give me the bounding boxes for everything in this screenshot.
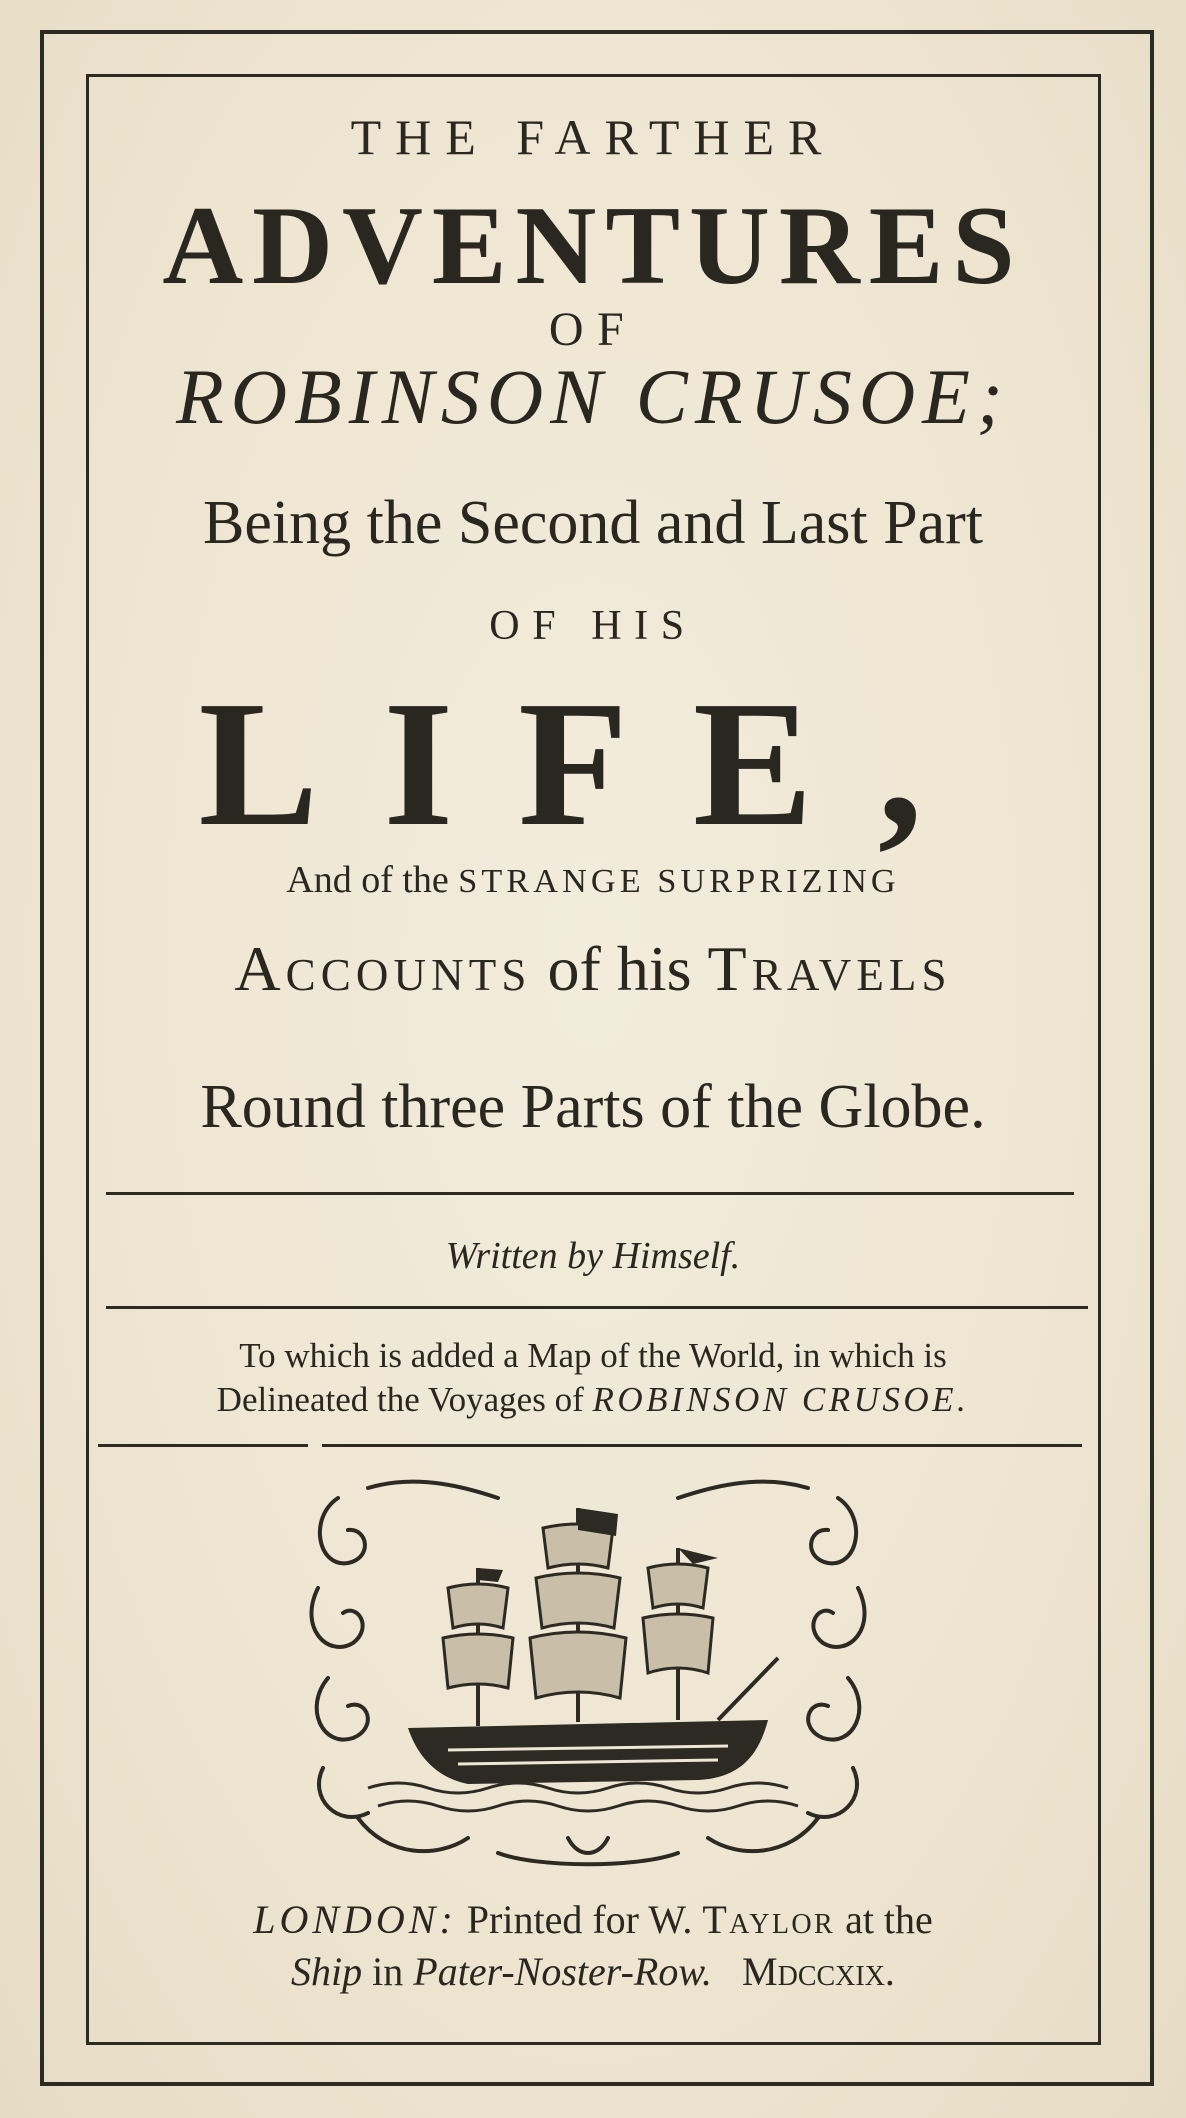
map-note-line-2 (80, 1380, 1106, 1420)
ship-woodcut-illustration (298, 1458, 878, 1878)
map-note-delineated: Delineated the Voyages of (216, 1380, 593, 1419)
title-line-strange-surprizing (80, 858, 1106, 902)
inner-border-bottom (88, 2042, 1100, 2045)
imprint-printed-for: Printed for W. (456, 1897, 703, 1942)
title-line-round-globe: Round three Parts of the Globe. (200, 1073, 986, 1141)
title-line-of: OF (548, 303, 638, 356)
imprint-street: Pater-Noster-Row. (413, 1949, 713, 1994)
imprint-at-the: at the (835, 1897, 933, 1942)
imprint-in: in (362, 1949, 414, 1994)
title-word-accounts: Accounts (234, 933, 532, 1004)
outer-border-right (1150, 30, 1154, 2086)
map-note-line-1: To which is added a Map of the World, in which is (239, 1336, 947, 1375)
title-line-of-his: OF HIS (489, 603, 697, 649)
imprint-city: LONDON: (253, 1897, 457, 1942)
ship-masts (478, 1508, 778, 1726)
ship-sails (443, 1524, 713, 1698)
outer-border-top (42, 30, 1154, 34)
ship-hull (408, 1720, 768, 1784)
imprint-line-1 (80, 1896, 1106, 1943)
imprint-line-2 (80, 1948, 1106, 1995)
title-line-strange-prefix: And of the (286, 859, 459, 901)
imprint-year: Mdccxix. (712, 1949, 895, 1994)
title-line-robinson-crusoe: ROBINSON CRUSOE; (176, 353, 1010, 440)
title-line-accounts-travels (80, 932, 1106, 1006)
title-line-strange-smallcaps: STRANGE SURPRIZING (458, 863, 900, 900)
outer-border-bottom (42, 2082, 1154, 2086)
byline: Written by Himself. (445, 1235, 741, 1277)
imprint-printer: Taylor (702, 1897, 836, 1942)
outer-border-left (40, 30, 44, 2086)
title-line-the-farther: THE FARTHER (350, 109, 836, 165)
title-line-adventures: ADVENTURES (162, 184, 1024, 308)
title-words-of-his: of his (531, 933, 708, 1004)
divider-rule-3 (98, 1444, 308, 1447)
title-line-second-part: Being the Second and Last Part (203, 489, 983, 557)
inner-border-top (88, 74, 1100, 77)
divider-rule-2 (106, 1306, 1088, 1309)
title-word-travels: Travels (707, 933, 952, 1004)
imprint-ship: Ship (291, 1949, 363, 1994)
divider-rule-1 (106, 1192, 1074, 1195)
divider-rule-4 (322, 1444, 1082, 1447)
title-line-life: LIFE, (198, 664, 988, 863)
sea-waves (368, 1783, 798, 1811)
map-note-robinson-crusoe: ROBINSON CRUSOE. (592, 1380, 970, 1419)
